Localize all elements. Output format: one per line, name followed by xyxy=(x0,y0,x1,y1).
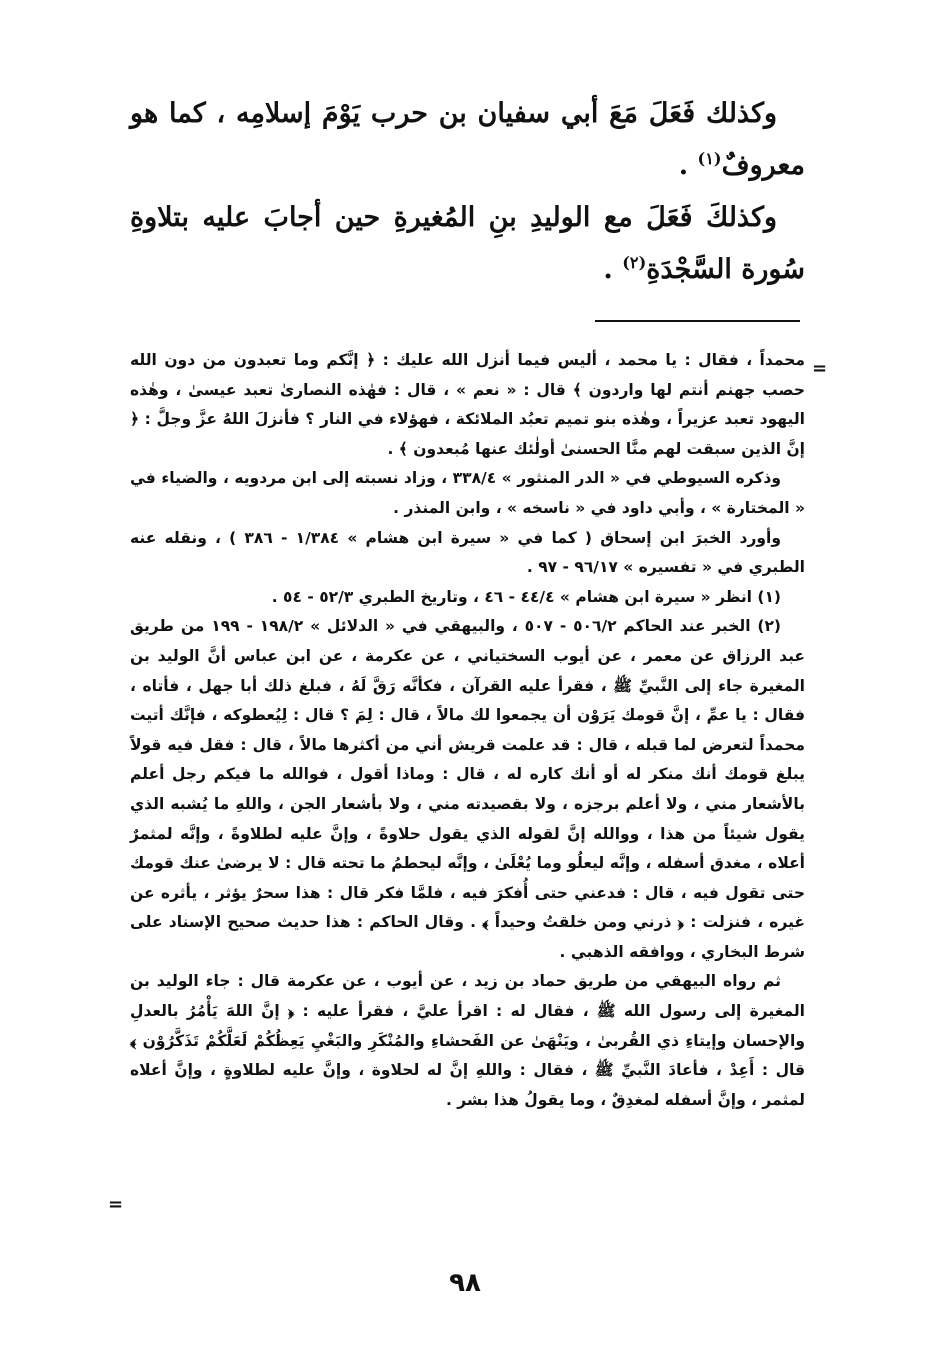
period: . xyxy=(603,254,623,285)
main-paragraph xyxy=(130,88,805,192)
footnote-continuation: محمداً ، فقال : يا محمد ، أليس فيما أنزل الله عليك : ﴿ إنَّكم وما تعبدون من دون الله حصب جهنم أنتم لها واردون ﴾ قال : « نعم » ، قال : فهٰذه النصارىٰ تعبد عيسىٰ ، وهٰذه اليهود تعبد عزيراً ، وهٰذه بنو تميم تعبُد الملائكة ، فهؤلاء في النار ؟ فأنزلَ اللهُ عزَّ وجلَّ : ﴿ إنَّ الذين سبقت لهم منَّا الحسنىٰ أولٰئك عنها مُبعدون ﴾ . xyxy=(130,351,805,458)
footnote-ref-2: (٢) xyxy=(622,253,647,272)
footnote-separator xyxy=(595,320,800,322)
main-paragraph-text: وكذلكَ فَعَلَ مع الوليدِ بنِ المُغيرةِ حين أجابَ عليه بتلاوةِ سُورة السَّجْدَةِ xyxy=(130,202,805,285)
footnote-ref-1: (١) xyxy=(697,149,722,168)
footnote-2: (٢) الخبر عند الحاكم ٥٠٦/٢ - ٥٠٧ ، والبيهقي في « الدلائل » ١٩٨/٢ - ١٩٩ من طريق عبد الرزاق عن معمر ، عن أيوب السختياني ، عن عكرمة ، عن ابن عباس أنَّ الوليد بن المغيرة جاء إلى النَّبيِّ ﷺ ، فقرأ عليه القرآن ، فكأنَّه رَقَّ لَهُ ، فبلغ ذلك أبا جهل ، فأتاه ، فقال : يا عمِّ ، إنَّ قومك يَرَوْن أن يجمعوا لك مالاً ، قال : لِمَ ؟ قال : لِيُعطوكه ، فإنَّك أتيت محمداً لتعرض لما قبله ، قال : قد علمت قريش أني من أكثرها مالاً ، قال : فقل فيه قولاً يبلغ قومك أنك منكر له أو أنك كاره له ، قال : وماذا أقول ، فوالله ما فيكم رجل أعلم بالأشعار مني ، ولا أعلم برجزه ، ولا بقصيدته مني ، ولا بأشعار الجن ، واللهِ ما يُشبه الذي يقول شيئاً من هذا ، ووالله إنَّ لقوله الذي يقول حلاوةً ، وإنَّ عليه لطلاوةً ، وإنَّه لمثمرٌ أعلاه ، مغدق أسفله ، وإنَّه ليعلُو وما يُعْلَىٰ ، وإنَّه ليحطمُ ما تحته قال : لا يرضىٰ عنك قومك حتى تقول فيه ، قال : فدعني حتى أُفكرَ فيه ، فلمَّا فكر قال : هذا سحرٌ يؤثر ، يأثره عن غيره ، فنزلت : ﴿ ذرني ومن خلقتُ وحيداً ﴾ . وقال الحاكم : هذا حديث صحيح الإسناد على شرط البخاري ، ووافقه الذهبي . xyxy=(130,617,805,961)
continuation-mark-bottom: = xyxy=(108,1194,124,1215)
continuation-mark-top: = xyxy=(812,358,828,379)
period: . xyxy=(678,150,698,181)
main-paragraph xyxy=(130,192,805,296)
footnote-continuation: وذكره السيوطي في « الدر المنثور » ٣٣٨/٤ ، وزاد نسبته إلى ابن مردويه ، والضياء في « المختارة » ، وأبي داود في « ناسخه » ، وابن المنذر . xyxy=(130,469,805,517)
footnote-2-continued: ثم رواه البيهقي من طريق حماد بن زيد ، عن أيوب ، عن عكرمة قال : جاء الوليد بن المغيرة إلى رسول الله ﷺ ، فقال له : اقرأ عليَّ ، فقرأ عليه : ﴿ إنَّ اللهَ يَأْمُرُ بالعدلِ والإحسان وإيتاءِ ذي القُربىٰ ، ويَنْهَىٰ عن الفَحشاءِ والمُنْكَرِ والبَغْيِ يَعِظُكُمْ لَعَلَّكُمْ تَذَكَّرُوْن ﴾ قال : أَعِدْ ، فأعادَ النَّبيِّ ﷺ ، فقال : واللهِ إنَّ له لحلاوة ، وإنَّ عليه لطلاوةٍ ، وإنَّ أعلاه لمثمر ، وإنَّ أسفله لمغدِقٌ ، وما يقولُ هذا بشر . xyxy=(130,972,805,1109)
main-paragraph-text: وكذلك فَعَلَ مَعَ أبي سفيان بن حرب يَوْمَ إسلامِه ، كما هو معروفٌ xyxy=(130,98,805,181)
footnotes xyxy=(130,346,805,1115)
footnote-1: (١) انظر « سيرة ابن هشام » ٤٤/٤ - ٤٦ ، وتاريخ الطبري ٥٢/٣ - ٥٤ . xyxy=(271,587,781,606)
page-number: ٩٨ xyxy=(449,1268,481,1298)
main-text xyxy=(130,88,805,296)
footnote-continuation: وأورد الخبرَ ابن إسحاق ( كما في « سيرة ابن هشام » ١/٣٨٤ - ٣٨٦ ) ، ونقله عنه الطبري في « تفسيره » ٩٦/١٧ - ٩٧ . xyxy=(130,528,805,577)
